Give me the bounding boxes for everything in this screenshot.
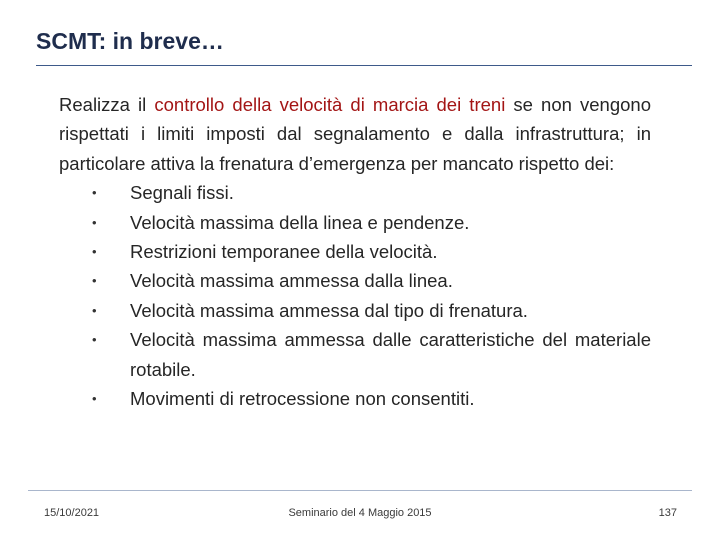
- intro-text-start: Realizza il: [59, 94, 155, 115]
- bullet-icon: •: [92, 214, 97, 230]
- bullet-text: Segnali fissi.: [130, 182, 234, 204]
- intro-paragraph: [59, 90, 651, 178]
- bullet-text: Velocità massima ammessa dalle caratteristiche del materiale rotabile.: [130, 329, 651, 380]
- footer-divider: [28, 490, 692, 491]
- intro-text-end: se non vengono rispettati i limiti imposti dal segnalamento e dalla infrastruttura; in particolare attiva la frenatura d’emergenza per mancato rispetto dei:: [59, 94, 652, 174]
- bullet-item: [59, 325, 651, 384]
- bullet-icon: •: [92, 185, 97, 201]
- bullet-text: Velocità massima ammessa dal tipo di frenatura.: [130, 299, 528, 321]
- bullet-icon: •: [92, 244, 97, 260]
- bullet-item: [59, 178, 651, 207]
- bullet-item: [59, 237, 651, 266]
- bullet-list: [59, 178, 651, 413]
- title-divider: [36, 65, 692, 66]
- intro-highlight: controllo della velocità di marcia dei treni: [154, 94, 506, 115]
- bullet-icon: •: [92, 391, 97, 407]
- page-number: 137: [658, 507, 677, 519]
- bullet-text: Restrizioni temporanee della velocità.: [130, 241, 438, 263]
- bullet-text: Velocità massima ammessa dalla linea.: [130, 270, 453, 292]
- slide-body: [59, 90, 651, 413]
- bullet-item: [59, 296, 651, 325]
- footer-title: Seminario del 4 Maggio 2015: [288, 507, 432, 519]
- bullet-item: [59, 266, 651, 295]
- footer-date: 15/10/2021: [44, 507, 100, 519]
- bullet-item: [59, 384, 651, 413]
- bullet-icon: •: [92, 302, 97, 318]
- bullet-text: Velocità massima della linea e pendenze.: [130, 211, 470, 233]
- slide-title: SCMT: in breve…: [36, 28, 224, 54]
- bullet-text: Movimenti di retrocessione non consentiti.: [130, 388, 475, 410]
- bullet-icon: •: [92, 273, 97, 289]
- bullet-icon: •: [92, 332, 97, 348]
- bullet-item: [59, 208, 651, 237]
